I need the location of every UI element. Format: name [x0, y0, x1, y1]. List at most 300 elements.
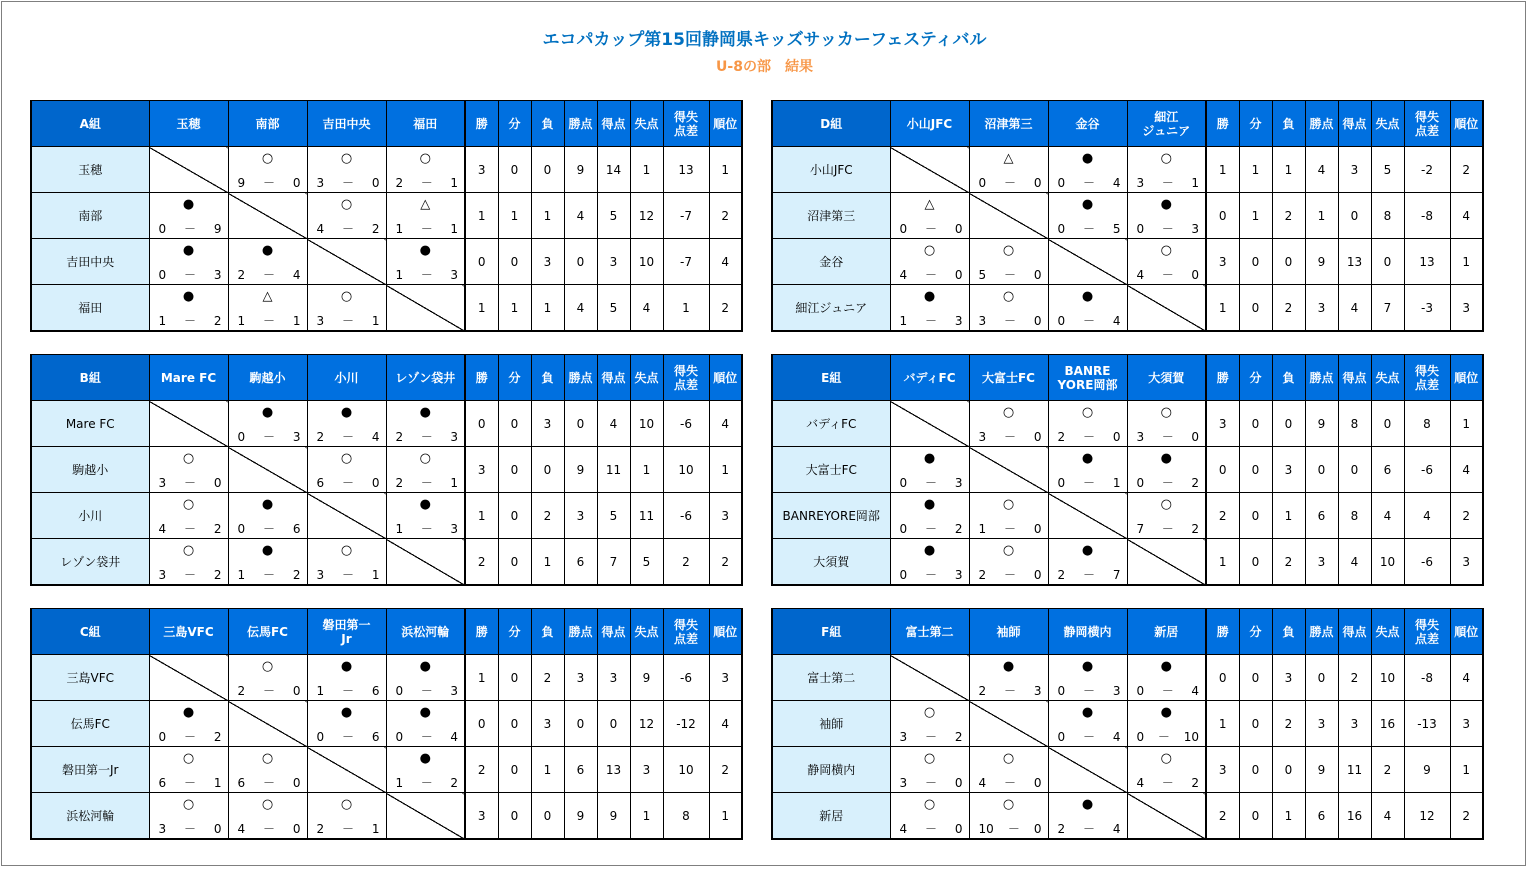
match-score	[229, 314, 307, 328]
result-mark: ○	[261, 797, 274, 812]
score-dash: －	[341, 430, 354, 444]
stat-value: 3	[709, 655, 742, 701]
stat-value: 13	[663, 147, 709, 193]
score-against: 3	[450, 430, 458, 444]
result-mark: ○	[1002, 289, 1015, 304]
stat-value: 3	[531, 239, 564, 285]
stat-value: 10	[630, 401, 663, 447]
score-for: 0	[1136, 476, 1145, 490]
score-against: 6	[371, 730, 380, 744]
score-dash: －	[420, 684, 433, 698]
match-cell	[307, 655, 386, 701]
score-dash: －	[924, 268, 937, 282]
stat-value: 4	[1450, 193, 1483, 239]
stat-value: 4	[709, 239, 742, 285]
diagonal-cell	[890, 401, 969, 447]
match-score	[1128, 476, 1206, 490]
stat-value: 13	[597, 747, 630, 793]
stat-value: 1	[465, 493, 498, 539]
stat-value: -6	[1404, 539, 1450, 586]
match-score	[1049, 476, 1127, 490]
match-cell	[149, 285, 228, 332]
score-dash: －	[1003, 522, 1016, 536]
score-against: 3	[954, 568, 963, 582]
stat-value: -8	[1404, 193, 1450, 239]
score-against: 4	[1112, 314, 1121, 328]
result-mark: ○	[340, 451, 353, 466]
score-against: 3	[1033, 684, 1042, 698]
stat-value: 1	[1450, 747, 1483, 793]
stat-value: 0	[1305, 655, 1338, 701]
stat-value: 1	[1206, 701, 1239, 747]
score-for: 2	[1057, 568, 1066, 582]
score-dash: －	[1161, 776, 1174, 790]
score-for: 0	[1136, 684, 1145, 698]
match-score	[1049, 568, 1127, 582]
stat-value: 9	[1305, 747, 1338, 793]
stat-value: 0	[498, 401, 531, 447]
score-dash: －	[1161, 684, 1174, 698]
stat-value: 0	[1239, 793, 1272, 840]
stat-header: 得点	[597, 355, 630, 401]
score-for: 1	[237, 314, 246, 328]
stat-value: 9	[597, 793, 630, 840]
group-table-3	[30, 608, 743, 840]
stat-value: 0	[498, 747, 531, 793]
group-table-6	[771, 608, 1484, 840]
score-against: 0	[1033, 522, 1042, 536]
header-team: 新居	[1127, 609, 1206, 655]
stat-value: 10	[663, 747, 709, 793]
stat-value: -7	[663, 193, 709, 239]
match-cell	[149, 747, 228, 793]
stat-value: 9	[1305, 239, 1338, 285]
header-team: 細江 ジュニア	[1127, 101, 1206, 147]
stat-value: -6	[663, 401, 709, 447]
stat-value: -2	[1404, 147, 1450, 193]
score-against: 6	[292, 522, 301, 536]
stat-value: 0	[465, 401, 498, 447]
score-dash: －	[1003, 268, 1016, 282]
score-for: 3	[158, 476, 167, 490]
header-row	[772, 609, 1483, 655]
result-mark: ●	[419, 705, 431, 720]
score-against: 3	[954, 476, 963, 490]
match-cell	[386, 493, 465, 539]
score-against: 1	[450, 476, 458, 490]
table-row	[772, 285, 1483, 332]
table-row	[31, 793, 742, 840]
header-team: レゾン袋井	[386, 355, 465, 401]
team-name: 静岡横内	[772, 747, 890, 793]
stat-value: 0	[564, 239, 597, 285]
stat-header: 分	[1239, 101, 1272, 147]
score-for: 3	[899, 730, 908, 744]
score-for: 9	[237, 176, 246, 190]
stat-header: 勝	[465, 355, 498, 401]
match-score	[387, 684, 465, 698]
match-cell	[1127, 239, 1206, 285]
header-team: 福田	[386, 101, 465, 147]
stat-header: 勝	[465, 609, 498, 655]
result-mark: ○	[340, 151, 353, 166]
match-score	[150, 222, 228, 236]
score-for: 0	[1136, 730, 1145, 744]
score-dash: －	[1082, 222, 1095, 236]
header-team: 大須賀	[1127, 355, 1206, 401]
score-for: 2	[1057, 430, 1066, 444]
score-against: 2	[450, 776, 458, 790]
score-against: 0	[1033, 314, 1042, 328]
match-score	[308, 176, 386, 190]
header-team: Mare FC	[149, 355, 228, 401]
result-mark: ○	[1160, 243, 1172, 258]
score-for: 0	[158, 268, 167, 282]
score-against: 0	[1191, 268, 1199, 282]
match-score	[1128, 176, 1206, 190]
stat-value: 3	[1305, 285, 1338, 332]
result-mark: ○	[182, 543, 195, 558]
match-cell	[1048, 447, 1127, 493]
match-cell	[307, 193, 386, 239]
score-dash: －	[924, 522, 937, 536]
diagonal-cell	[969, 701, 1048, 747]
match-cell	[307, 793, 386, 840]
match-cell	[149, 193, 228, 239]
diagonal-cell	[386, 285, 465, 332]
score-for: 3	[978, 314, 987, 328]
stat-header: 順位	[709, 101, 742, 147]
result-mark: ●	[1081, 151, 1094, 166]
match-cell	[890, 701, 969, 747]
score-dash: －	[183, 222, 196, 236]
stat-value: 1	[531, 539, 564, 586]
stat-value: 0	[1272, 239, 1305, 285]
score-against: 4	[371, 430, 380, 444]
match-score	[1128, 684, 1206, 698]
result-mark: ●	[419, 751, 431, 766]
stat-value: -8	[1404, 655, 1450, 701]
result-mark: ●	[923, 543, 936, 558]
stat-value: 2	[1272, 701, 1305, 747]
stat-value: 11	[1338, 747, 1371, 793]
score-against: 0	[1033, 822, 1042, 836]
stat-value: 4	[1404, 493, 1450, 539]
score-dash: －	[420, 268, 433, 282]
header-team: 静岡横内	[1048, 609, 1127, 655]
result-mark: ●	[1160, 451, 1172, 466]
score-dash: －	[1082, 730, 1095, 744]
match-score	[387, 522, 465, 536]
stat-value: 3	[1338, 147, 1371, 193]
stat-value: 0	[1338, 193, 1371, 239]
score-dash: －	[183, 268, 196, 282]
result-mark: ○	[340, 543, 353, 558]
result-mark: ●	[419, 659, 431, 674]
stat-header: 得点	[597, 609, 630, 655]
stat-value: 3	[1206, 401, 1239, 447]
match-cell	[890, 747, 969, 793]
match-cell	[1127, 747, 1206, 793]
header-team: 吉田中央	[307, 101, 386, 147]
match-score	[150, 776, 228, 790]
stat-value: 6	[1305, 793, 1338, 840]
score-dash: －	[420, 730, 433, 744]
match-score	[1049, 222, 1127, 236]
match-score	[387, 430, 465, 444]
team-name: 吉田中央	[31, 239, 149, 285]
stat-header: 勝	[1206, 101, 1239, 147]
stat-value: 1	[630, 447, 663, 493]
match-score	[150, 314, 228, 328]
stat-header: 勝	[465, 101, 498, 147]
score-for: 2	[237, 684, 246, 698]
result-mark: ○	[923, 751, 936, 766]
stat-value: 3	[564, 655, 597, 701]
stat-value: 10	[663, 447, 709, 493]
stat-value: 5	[630, 539, 663, 586]
match-score	[1128, 430, 1206, 444]
match-cell	[890, 239, 969, 285]
score-for: 0	[1057, 176, 1066, 190]
stat-value: -13	[1404, 701, 1450, 747]
result-mark: ●	[182, 243, 195, 258]
stat-value: 7	[597, 539, 630, 586]
stat-value: 0	[498, 147, 531, 193]
score-for: 1	[395, 776, 404, 790]
stat-value: 1	[1272, 493, 1305, 539]
result-mark: ○	[1002, 243, 1015, 258]
stat-value: 0	[1206, 655, 1239, 701]
stat-value: 0	[1239, 447, 1272, 493]
score-for: 1	[395, 222, 404, 236]
table-row	[772, 655, 1483, 701]
score-against: 4	[450, 730, 458, 744]
result-mark: △	[420, 197, 431, 212]
stat-value: 8	[1338, 493, 1371, 539]
score-dash: －	[183, 730, 196, 744]
stat-value: 16	[1371, 701, 1404, 747]
stat-value: 0	[498, 539, 531, 586]
score-for: 0	[158, 222, 167, 236]
score-for: 0	[1057, 314, 1066, 328]
match-score	[970, 822, 1048, 836]
result-mark: ○	[182, 751, 195, 766]
group-name: A組	[31, 101, 149, 147]
score-dash: －	[1003, 176, 1016, 190]
table-row	[31, 193, 742, 239]
table-row	[772, 539, 1483, 586]
stat-header: 得点	[1338, 101, 1371, 147]
score-for: 4	[237, 822, 246, 836]
team-name: 三島VFC	[31, 655, 149, 701]
stat-value: 9	[1305, 401, 1338, 447]
score-for: 0	[1057, 730, 1066, 744]
score-against: 4	[292, 268, 301, 282]
result-mark: ●	[1081, 659, 1094, 674]
table-row	[31, 493, 742, 539]
match-cell	[228, 493, 307, 539]
stat-value: 0	[498, 447, 531, 493]
team-name: 細江ジュニア	[772, 285, 890, 332]
score-against: 7	[1112, 568, 1121, 582]
score-dash: －	[262, 268, 275, 282]
score-against: 4	[1112, 822, 1121, 836]
stat-value: 4	[630, 285, 663, 332]
score-against: 1	[292, 314, 301, 328]
score-against: 0	[954, 222, 963, 236]
score-dash: －	[1082, 684, 1095, 698]
score-against: 0	[954, 776, 963, 790]
stat-value: 4	[1371, 793, 1404, 840]
stat-value: 3	[597, 239, 630, 285]
result-mark: ○	[923, 243, 936, 258]
stat-header: 得失 点差	[663, 101, 709, 147]
stat-value: 4	[1450, 447, 1483, 493]
stat-header: 負	[1272, 609, 1305, 655]
match-cell	[890, 193, 969, 239]
diagonal-cell	[1127, 539, 1206, 586]
group-name: B組	[31, 355, 149, 401]
score-against: 2	[371, 222, 380, 236]
result-mark: ●	[261, 405, 274, 420]
match-cell	[969, 239, 1048, 285]
stat-value: 1	[1206, 285, 1239, 332]
match-score	[1049, 176, 1127, 190]
match-cell	[969, 493, 1048, 539]
score-for: 4	[1136, 776, 1145, 790]
result-mark: ●	[1160, 659, 1172, 674]
match-score	[387, 222, 465, 236]
match-cell	[307, 147, 386, 193]
score-for: 2	[395, 176, 404, 190]
score-against: 1	[371, 822, 380, 836]
score-for: 3	[978, 430, 987, 444]
score-dash: －	[262, 314, 275, 328]
score-for: 1	[316, 684, 325, 698]
score-dash: －	[1161, 476, 1174, 490]
stat-header: 勝	[1206, 609, 1239, 655]
match-cell	[890, 447, 969, 493]
match-score	[387, 730, 465, 744]
stat-value: -6	[663, 493, 709, 539]
stat-value: 6	[564, 539, 597, 586]
score-dash: －	[1007, 822, 1020, 836]
score-for: 4	[316, 222, 325, 236]
result-mark: ●	[261, 497, 274, 512]
match-score	[891, 568, 969, 582]
score-dash: －	[1082, 430, 1095, 444]
stat-value: 1	[498, 193, 531, 239]
match-score	[387, 268, 465, 282]
stat-value: 1	[531, 285, 564, 332]
team-name: BANREYORE岡部	[772, 493, 890, 539]
stat-value: 5	[1371, 147, 1404, 193]
stat-value: 12	[1404, 793, 1450, 840]
match-cell	[1048, 193, 1127, 239]
stat-value: 1	[709, 793, 742, 840]
match-score	[891, 522, 969, 536]
score-for: 0	[1057, 222, 1066, 236]
stat-value: 3	[465, 447, 498, 493]
stat-value: 0	[564, 701, 597, 747]
stat-value: 1	[1450, 401, 1483, 447]
match-score	[308, 822, 386, 836]
stat-value: 2	[465, 747, 498, 793]
match-score	[891, 776, 969, 790]
score-against: 5	[1112, 222, 1121, 236]
stat-value: 9	[630, 655, 663, 701]
stat-header: 分	[1239, 355, 1272, 401]
stat-header: 順位	[709, 609, 742, 655]
stat-value: 3	[465, 793, 498, 840]
match-cell	[969, 793, 1048, 840]
score-against: 1	[213, 776, 222, 790]
stat-value: 1	[1272, 793, 1305, 840]
table-row	[772, 193, 1483, 239]
stat-value: 1	[709, 147, 742, 193]
result-mark: ○	[182, 451, 195, 466]
score-dash: －	[262, 822, 275, 836]
result-mark: ●	[923, 289, 936, 304]
score-dash: －	[420, 522, 433, 536]
score-against: 2	[1191, 776, 1199, 790]
stat-value: 1	[1239, 193, 1272, 239]
score-dash: －	[262, 430, 275, 444]
score-for: 7	[1136, 522, 1145, 536]
stat-value: 2	[709, 285, 742, 332]
team-name: 小山JFC	[772, 147, 890, 193]
diagonal-cell	[228, 193, 307, 239]
match-score	[229, 684, 307, 698]
stat-value: 1	[1305, 193, 1338, 239]
diagonal-cell	[1127, 285, 1206, 332]
match-score	[970, 176, 1048, 190]
score-dash: －	[262, 522, 275, 536]
result-mark: ○	[182, 497, 195, 512]
score-against: 3	[1191, 222, 1199, 236]
stat-value: 0	[1239, 701, 1272, 747]
header-team: 南部	[228, 101, 307, 147]
team-name: 福田	[31, 285, 149, 332]
header-row	[31, 101, 742, 147]
header-team: 富士第二	[890, 609, 969, 655]
stat-header: 勝点	[564, 609, 597, 655]
stat-value: 0	[1239, 285, 1272, 332]
match-cell	[890, 493, 969, 539]
score-for: 3	[1136, 430, 1145, 444]
header-row	[772, 355, 1483, 401]
score-dash: －	[1161, 522, 1174, 536]
match-score	[1128, 776, 1206, 790]
stat-value: 0	[1338, 447, 1371, 493]
group-table-5	[771, 354, 1484, 586]
stat-header: 勝点	[564, 101, 597, 147]
stat-value: 2	[1272, 193, 1305, 239]
score-for: 0	[978, 176, 987, 190]
score-against: 0	[1033, 176, 1042, 190]
stat-value: 1	[531, 193, 564, 239]
score-against: 6	[371, 684, 380, 698]
header-team: 金谷	[1048, 101, 1127, 147]
match-cell	[1127, 193, 1206, 239]
score-dash: －	[1161, 222, 1174, 236]
header-team: 駒越小	[228, 355, 307, 401]
stat-value: 3	[597, 655, 630, 701]
stat-value: 3	[1305, 701, 1338, 747]
score-dash: －	[183, 822, 196, 836]
result-mark: ●	[1081, 197, 1094, 212]
